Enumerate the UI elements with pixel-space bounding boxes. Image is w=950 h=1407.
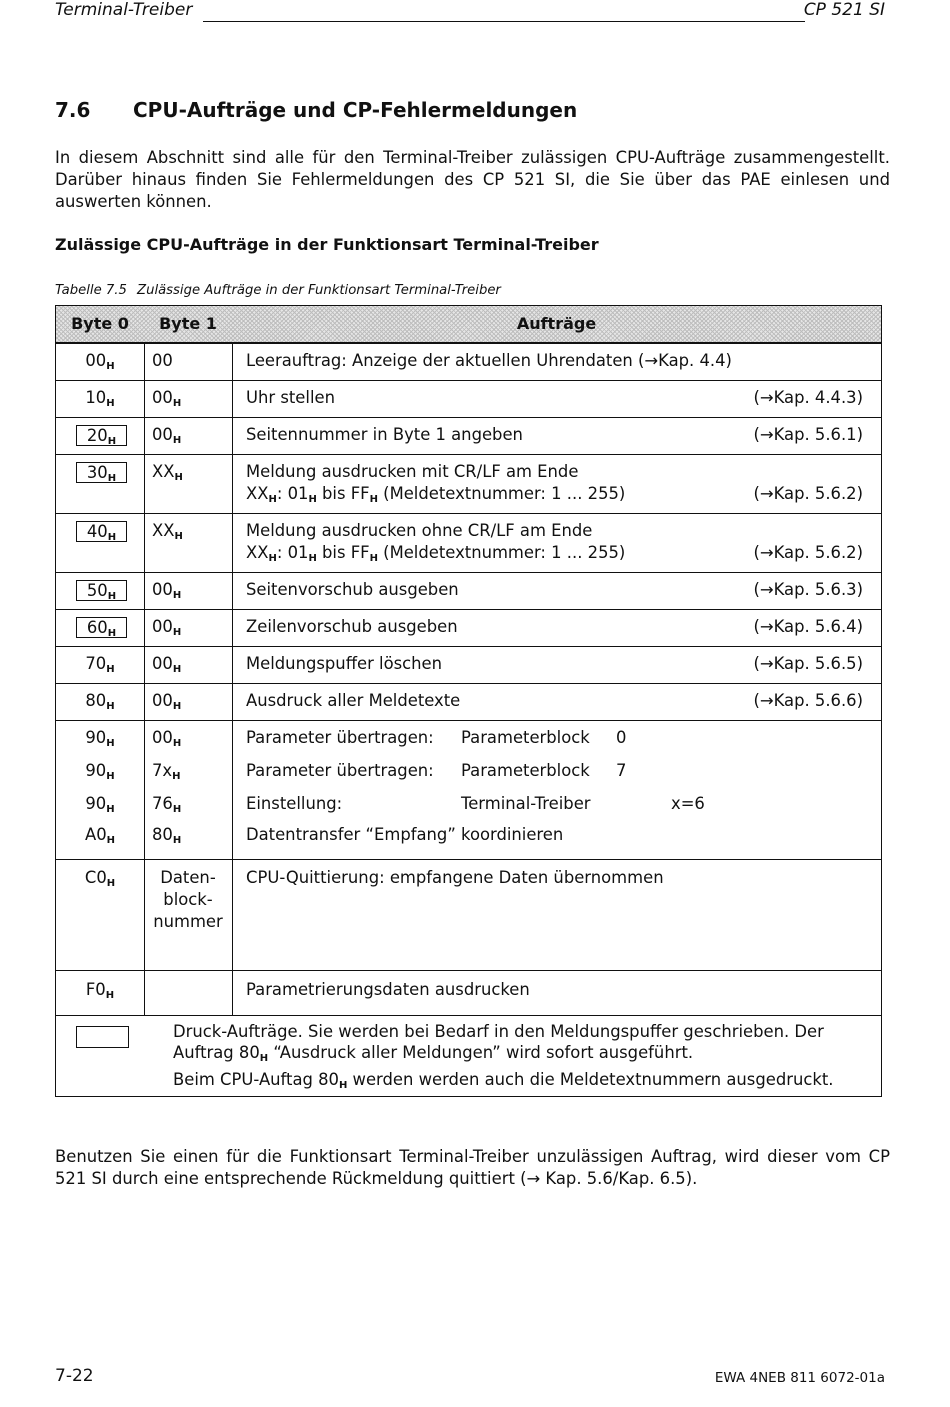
print-command-box: $50_H$ [76,580,127,601]
byte0-cell: $90_H$ [85,761,115,782]
byte0-cell: $A0_H$ [84,825,116,846]
command-text: Ausdruck aller Meldetexte [246,691,461,710]
chapter-ref: (→Kap. 5.6.2) [753,484,863,503]
byte1-cell: $80_H$ [152,825,182,846]
byte1-cell: $76_H$ [152,794,182,815]
legend-line: Druck-Aufträge. Sie werden bei Bedarf in den Meldungspuffer geschrieben. Der [173,1022,824,1041]
command-detail: $XX_H$: $01_H$ bis $FF_H$ (Meldetextnummer: 1 ... 255) [246,543,626,564]
table-row [56,647,881,684]
commands-table [55,305,882,1097]
chapter-ref: (→Kap. 5.6.4) [753,617,863,636]
byte1-cell: $XX_H$ [152,521,183,542]
table-header-row [56,306,881,344]
byte1-cell: $00_H$ [152,425,182,446]
outro-paragraph: Benutzen Sie einen für die Funktionsart Terminal-Treiber unzulässigen Auftrag, wird dieser vom CP 521 SI durch eine entsprechende Rückmeldung quittiert (→ Kap. 5.6/Kap. 6.5). [55,1147,890,1188]
byte0-cell: $70_H$ [85,654,115,675]
byte0-cell: $80_H$ [85,691,115,712]
running-header [55,0,885,24]
byte1-cell: $00_H$ [152,388,182,409]
byte1-cell: $00_H$ [152,654,182,675]
header-byte0: Byte 0 [71,314,129,333]
param-block-label: Terminal-Treiber [461,794,591,813]
byte1-cell: $00_H$ [152,617,182,638]
section-title: CPU-Aufträge und CP-Fehlermeldungen [133,98,578,122]
param-label: Einstellung: [246,794,343,813]
header-byte1: Byte 1 [159,314,217,333]
table-row [56,610,881,647]
command-text: Uhr stellen [246,388,335,407]
intro-paragraph: In diesem Abschnitt sind alle für den Terminal-Treiber zulässigen CPU-Aufträge zusammengestellt. Darüber hinaus finden Sie Fehlermeldungen des CP 521 SI, die Sie über das PAE einlesen und auswerten können. [55,148,890,211]
chapter-ref: (→Kap. 5.6.2) [753,543,863,562]
table-row [56,684,881,721]
section-number: 7.6 [55,98,91,122]
byte1-cell: $00_H$ [152,728,182,749]
command-text: Meldung ausdrucken ohne CR/LF am Ende [246,521,593,540]
byte1-cell: 00 [152,351,173,370]
legend-line: Beim CPU-Auftag $80_H$ werden werden auch die Meldetextnummern ausgedruckt. [173,1070,834,1091]
header-auftraege: Aufträge [516,314,597,333]
table-row [56,971,881,1016]
byte0-cell: $C0_H$ [84,868,116,889]
byte1-cell [144,867,232,933]
chapter-ref: (→Kap. 4.4.3) [753,388,863,407]
byte0-cell: $10_H$ [85,388,115,409]
table-row [56,418,881,455]
print-command-box: $60_H$ [76,617,127,638]
legend-line: Auftrag $80_H$ “Ausdruck aller Meldungen” wird sofort ausgeführt. [173,1043,694,1064]
command-text: Parametrierungsdaten ausdrucken [246,980,530,999]
byte1-cell: $00_H$ [152,580,182,601]
param-label: Parameter übertragen: [246,761,434,780]
print-command-box: $30_H$ [76,462,127,483]
table-row [56,514,881,573]
command-text: CPU-Quittierung: empfangene Daten übernommen [246,868,664,887]
table-row [56,860,881,971]
table-row [56,721,881,819]
param-block-label: Parameterblock [461,761,590,780]
param-label: Parameter übertragen: [246,728,434,747]
command-text: Meldungspuffer löschen [246,654,443,673]
command-text: Meldung ausdrucken mit CR/LF am Ende [246,462,579,481]
caption-text: Zulässige Aufträge in der Funktionsart Terminal-Treiber [137,283,501,298]
byte1-line: block- [163,890,213,909]
legend-text [173,1021,873,1096]
param-block-value: x=6 [671,794,705,813]
header-rule [203,21,805,22]
table-row [56,573,881,610]
table-row [56,344,881,381]
command-detail: $XX_H$: $01_H$ bis $FF_H$ (Meldetextnummer: 1 ... 255) [246,484,626,505]
table-row [56,819,881,860]
param-block-value: 7 [616,761,627,780]
byte1-cell: $XX_H$ [152,462,183,483]
command-text: Leerauftrag: Anzeige der aktuellen Uhrendaten (→Kap. 4.4) [246,351,732,370]
legend-box-symbol [76,1026,129,1048]
table-row [56,381,881,418]
table-row [56,455,881,514]
table-legend [56,1016,881,1096]
byte0-cell: $00_H$ [85,351,115,372]
param-block-label: Parameterblock [461,728,590,747]
header-right: CP 521 SI [803,0,885,20]
document-id: EWA 4NEB 811 6072-01a [714,1370,885,1386]
print-command-box: $40_H$ [76,521,127,542]
byte0-cell: $F0_H$ [85,980,115,1001]
command-text: Zeilenvorschub ausgeben [246,617,458,636]
chapter-ref: (→Kap. 5.6.3) [753,580,863,599]
chapter-ref: (→Kap. 5.6.6) [753,691,863,710]
caption-number: Tabelle 7.5 [55,283,127,298]
byte1-cell: $7x_H$ [152,761,181,782]
byte1-line: Daten- [160,868,216,887]
byte0-cell: $90_H$ [85,794,115,815]
param-block-value: 0 [616,728,627,747]
table-caption [55,283,501,298]
subheading: Zulässige CPU-Aufträge in der Funktionsart Terminal-Treiber [55,235,599,254]
command-text: Datentransfer “Empfang” koordinieren [246,825,564,844]
page-number: 7-22 [55,1366,94,1386]
byte0-cell: $90_H$ [85,728,115,749]
print-command-box: $20_H$ [76,425,127,446]
header-left: Terminal-Treiber [55,0,193,20]
command-text: Seitenvorschub ausgeben [246,580,459,599]
byte1-cell: $00_H$ [152,691,182,712]
chapter-ref: (→Kap. 5.6.1) [753,425,863,444]
byte1-line: nummer [153,912,223,931]
command-text: Seitennummer in Byte 1 angeben [246,425,523,444]
chapter-ref: (→Kap. 5.6.5) [753,654,863,673]
